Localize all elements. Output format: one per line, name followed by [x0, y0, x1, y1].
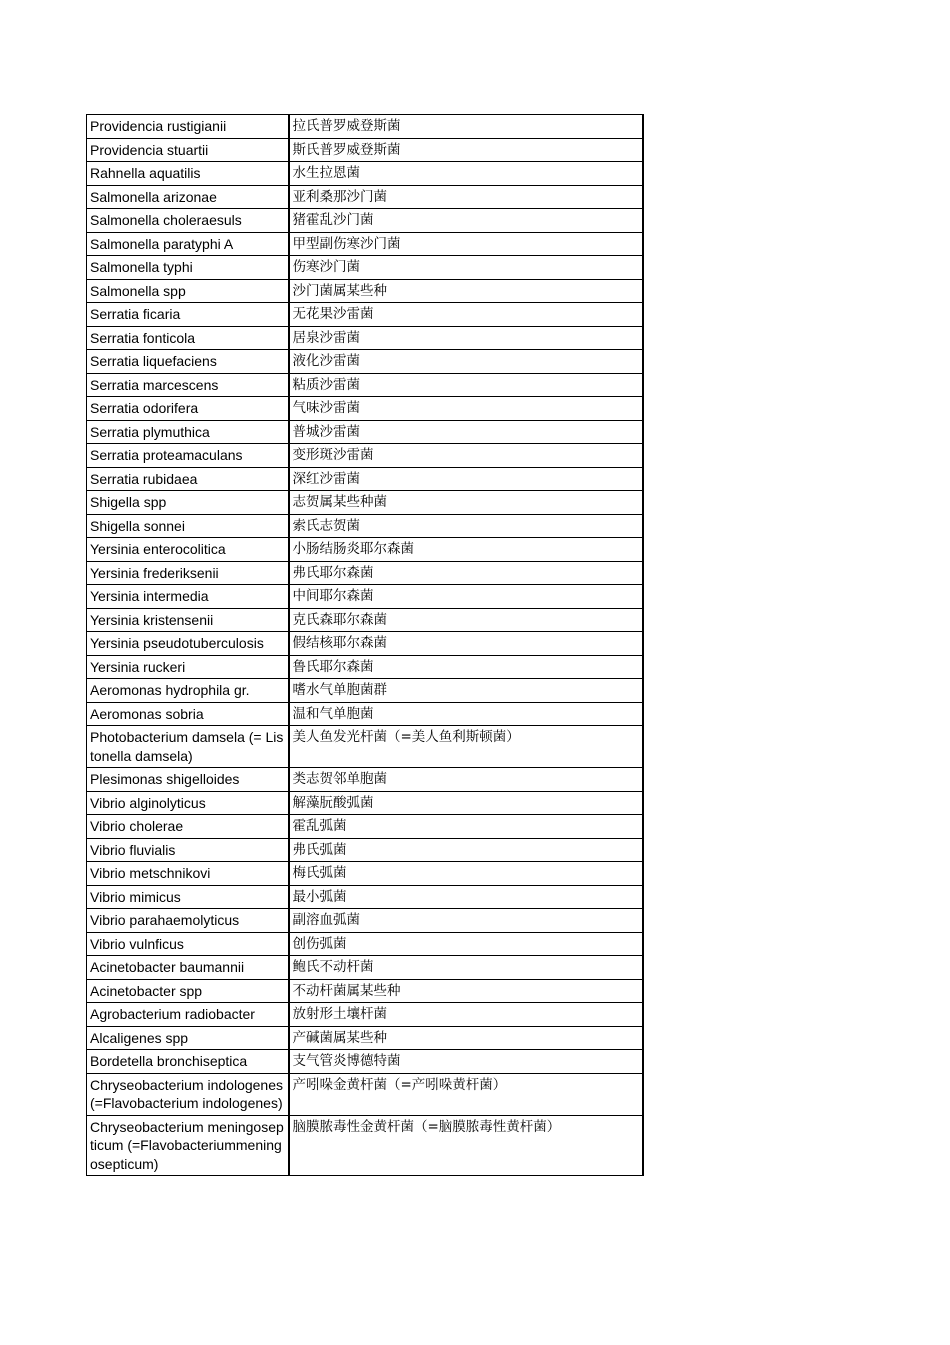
latin-name-cell: Yersinia intermedia [87, 585, 289, 609]
latin-name-cell: Photobacterium damsela (= Listonella damsela) [87, 726, 289, 768]
latin-name-cell: Serratia fonticola [87, 326, 289, 350]
chinese-name-cell: 志贺属某些种菌 [289, 491, 643, 515]
table-row [87, 162, 643, 186]
chinese-name-cell: 变形斑沙雷菌 [289, 444, 643, 468]
table-row [87, 279, 643, 303]
chinese-name-cell: 无花果沙雷菌 [289, 303, 643, 327]
latin-name-cell: Providencia stuartii [87, 138, 289, 162]
table-row [87, 514, 643, 538]
table-row [87, 1050, 643, 1074]
chinese-name-cell: 猪霍乱沙门菌 [289, 209, 643, 233]
chinese-name-cell: 霍乱弧菌 [289, 815, 643, 839]
latin-name-cell: Acinetobacter spp [87, 979, 289, 1003]
chinese-name-cell: 弗氏弧菌 [289, 838, 643, 862]
table-row [87, 655, 643, 679]
chinese-name-cell: 创伤弧菌 [289, 932, 643, 956]
chinese-name-cell: 梅氏弧菌 [289, 862, 643, 886]
chinese-name-cell: 副溶血弧菌 [289, 909, 643, 933]
chinese-name-cell: 伤寒沙门菌 [289, 256, 643, 280]
table-row [87, 956, 643, 980]
table-row [87, 979, 643, 1003]
table-row [87, 444, 643, 468]
chinese-name-cell: 居泉沙雷菌 [289, 326, 643, 350]
latin-name-cell: Salmonella paratyphi A [87, 232, 289, 256]
chinese-name-cell: 粘质沙雷菌 [289, 373, 643, 397]
table-row [87, 791, 643, 815]
chinese-name-cell: 弗氏耶尔森菌 [289, 561, 643, 585]
chinese-name-cell: 深红沙雷菌 [289, 467, 643, 491]
table-row [87, 420, 643, 444]
table-row [87, 1115, 643, 1176]
latin-name-cell: Yersinia enterocolitica [87, 538, 289, 562]
latin-name-cell: Vibrio alginolyticus [87, 791, 289, 815]
chinese-name-cell: 假结核耶尔森菌 [289, 632, 643, 656]
table-row [87, 326, 643, 350]
table-row [87, 909, 643, 933]
table-row [87, 702, 643, 726]
table-row [87, 561, 643, 585]
table-row [87, 585, 643, 609]
latin-name-cell: Providencia rustigianii [87, 115, 289, 139]
table-row [87, 838, 643, 862]
chinese-name-cell: 鲍氏不动杆菌 [289, 956, 643, 980]
latin-name-cell: Acinetobacter baumannii [87, 956, 289, 980]
chinese-name-cell: 支气管炎博德特菌 [289, 1050, 643, 1074]
chinese-name-cell: 解藻朊酸弧菌 [289, 791, 643, 815]
latin-name-cell: Salmonella choleraesuls [87, 209, 289, 233]
latin-name-cell: Chryseobacterium meningosepticum (=Flavobacteriummeningosepticum) [87, 1115, 289, 1176]
chinese-name-cell: 克氏森耶尔森菌 [289, 608, 643, 632]
chinese-name-cell: 拉氏普罗威登斯菌 [289, 115, 643, 139]
table-row [87, 256, 643, 280]
table-row [87, 467, 643, 491]
table-row [87, 115, 643, 139]
latin-name-cell: Serratia plymuthica [87, 420, 289, 444]
latin-name-cell: Serratia odorifera [87, 397, 289, 421]
latin-name-cell: Chryseobacterium indologenes (=Flavobacterium indologenes) [87, 1073, 289, 1115]
table-row [87, 679, 643, 703]
table-row [87, 397, 643, 421]
latin-name-cell: Bordetella bronchiseptica [87, 1050, 289, 1074]
table-row [87, 350, 643, 374]
table-row [87, 815, 643, 839]
latin-name-cell: Vibrio vulnficus [87, 932, 289, 956]
chinese-name-cell: 产吲哚金黄杆菌（=产吲哚黄杆菌） [289, 1073, 643, 1115]
latin-name-cell: Aeromonas hydrophila gr. [87, 679, 289, 703]
chinese-name-cell: 最小弧菌 [289, 885, 643, 909]
table-row [87, 1003, 643, 1027]
table-row [87, 538, 643, 562]
chinese-name-cell: 液化沙雷菌 [289, 350, 643, 374]
latin-name-cell: Yersinia ruckeri [87, 655, 289, 679]
chinese-name-cell: 斯氏普罗威登斯菌 [289, 138, 643, 162]
latin-name-cell: Vibrio parahaemolyticus [87, 909, 289, 933]
latin-name-cell: Salmonella typhi [87, 256, 289, 280]
latin-name-cell: Vibrio cholerae [87, 815, 289, 839]
species-table [86, 114, 644, 1176]
table-row [87, 232, 643, 256]
latin-name-cell: Plesimonas shigelloides [87, 768, 289, 792]
table-row [87, 138, 643, 162]
chinese-name-cell: 索氏志贺菌 [289, 514, 643, 538]
latin-name-cell: Alcaligenes spp [87, 1026, 289, 1050]
latin-name-cell: Vibrio mimicus [87, 885, 289, 909]
chinese-name-cell: 类志贺邻单胞菌 [289, 768, 643, 792]
chinese-name-cell: 美人鱼发光杆菌（=美人鱼利斯顿菌） [289, 726, 643, 768]
latin-name-cell: Yersinia kristensenii [87, 608, 289, 632]
chinese-name-cell: 温和气单胞菌 [289, 702, 643, 726]
table-row [87, 862, 643, 886]
chinese-name-cell: 鲁氏耶尔森菌 [289, 655, 643, 679]
latin-name-cell: Salmonella arizonae [87, 185, 289, 209]
latin-name-cell: Shigella spp [87, 491, 289, 515]
chinese-name-cell: 水生拉恩菌 [289, 162, 643, 186]
latin-name-cell: Agrobacterium radiobacter [87, 1003, 289, 1027]
latin-name-cell: Salmonella spp [87, 279, 289, 303]
latin-name-cell: Shigella sonnei [87, 514, 289, 538]
table-row [87, 932, 643, 956]
latin-name-cell: Vibrio metschnikovi [87, 862, 289, 886]
latin-name-cell: Serratia rubidaea [87, 467, 289, 491]
latin-name-cell: Aeromonas sobria [87, 702, 289, 726]
latin-name-cell: Serratia liquefaciens [87, 350, 289, 374]
chinese-name-cell: 不动杆菌属某些种 [289, 979, 643, 1003]
table-row [87, 885, 643, 909]
table-row [87, 373, 643, 397]
table-row [87, 209, 643, 233]
table-row [87, 1073, 643, 1115]
table-row [87, 632, 643, 656]
chinese-name-cell: 普城沙雷菌 [289, 420, 643, 444]
latin-name-cell: Serratia marcescens [87, 373, 289, 397]
table-row [87, 726, 643, 768]
chinese-name-cell: 亚利桑那沙门菌 [289, 185, 643, 209]
species-table-body [87, 115, 643, 1176]
table-row [87, 768, 643, 792]
latin-name-cell: Serratia proteamaculans [87, 444, 289, 468]
chinese-name-cell: 中间耶尔森菌 [289, 585, 643, 609]
latin-name-cell: Yersinia frederiksenii [87, 561, 289, 585]
table-row [87, 303, 643, 327]
latin-name-cell: Yersinia pseudotuberculosis [87, 632, 289, 656]
chinese-name-cell: 放射形土壤杆菌 [289, 1003, 643, 1027]
table-row [87, 1026, 643, 1050]
latin-name-cell: Rahnella aquatilis [87, 162, 289, 186]
chinese-name-cell: 嗜水气单胞菌群 [289, 679, 643, 703]
chinese-name-cell: 小肠结肠炎耶尔森菌 [289, 538, 643, 562]
latin-name-cell: Vibrio fluvialis [87, 838, 289, 862]
latin-name-cell: Serratia ficaria [87, 303, 289, 327]
chinese-name-cell: 气味沙雷菌 [289, 397, 643, 421]
table-row [87, 185, 643, 209]
chinese-name-cell: 产碱菌属某些种 [289, 1026, 643, 1050]
table-row [87, 491, 643, 515]
chinese-name-cell: 甲型副伤寒沙门菌 [289, 232, 643, 256]
chinese-name-cell: 沙门菌属某些种 [289, 279, 643, 303]
chinese-name-cell: 脑膜脓毒性金黄杆菌（=脑膜脓毒性黄杆菌） [289, 1115, 643, 1176]
table-row [87, 608, 643, 632]
